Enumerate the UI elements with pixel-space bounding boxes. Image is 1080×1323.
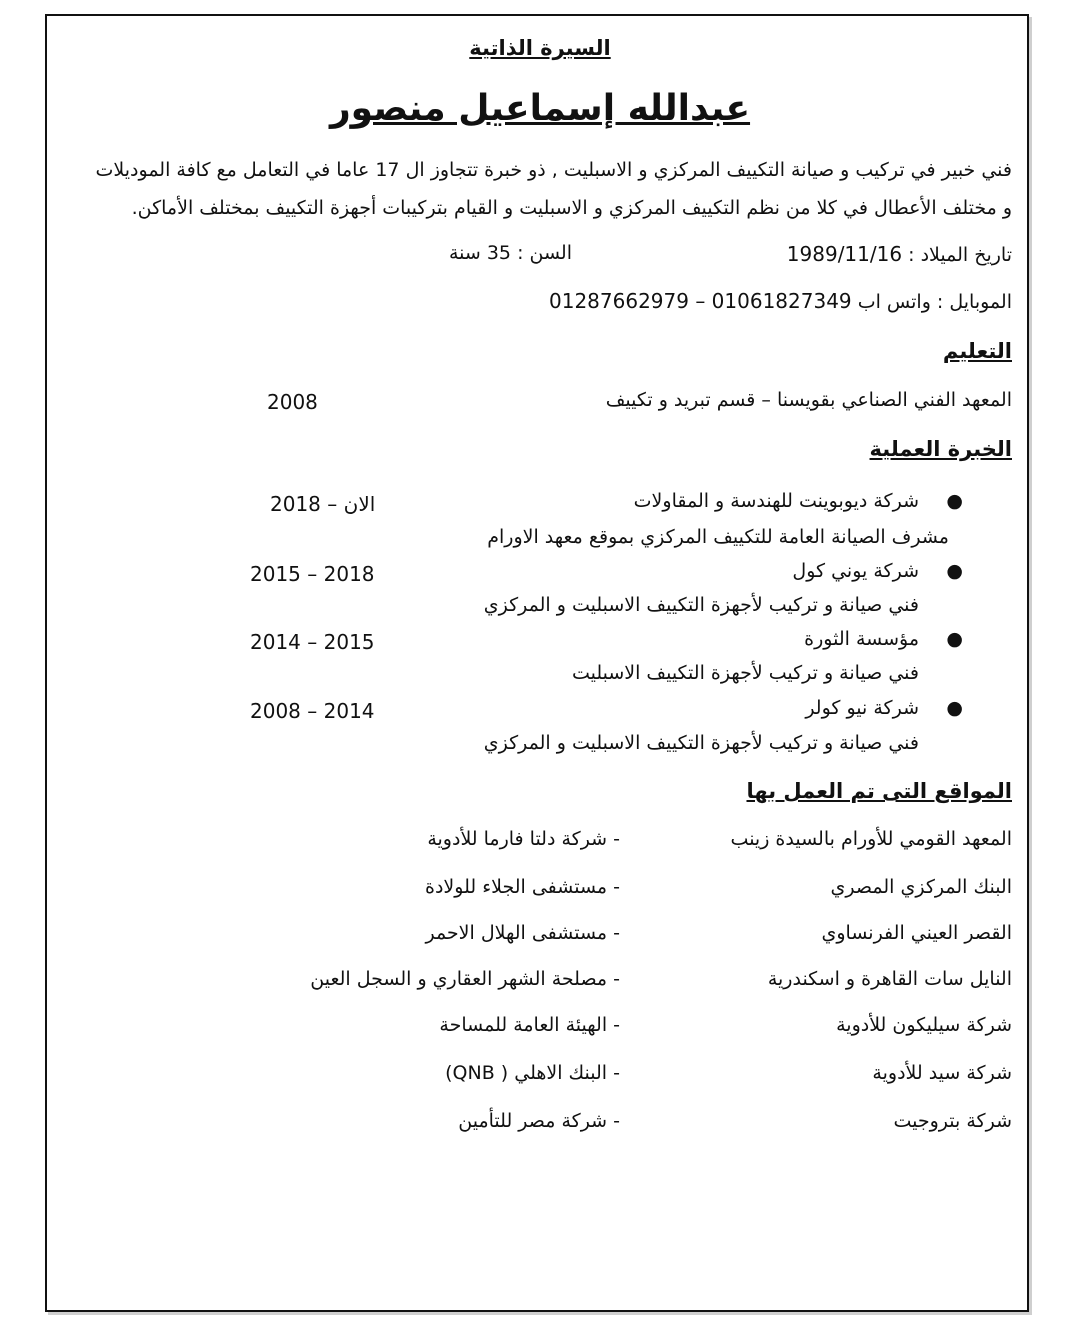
site-item: - شركة دلتا فارما للأدوية xyxy=(427,828,620,850)
bullet-icon: ● xyxy=(946,560,963,582)
document-title: السيرة الذاتية xyxy=(469,36,611,60)
bullet-icon: ● xyxy=(946,697,963,719)
site-item: شركة سيليكون للأدوية xyxy=(836,1014,1012,1036)
site-item: - مستشفى الجلاء للولادة xyxy=(425,876,620,898)
birth-date-row xyxy=(787,242,1012,266)
experience-period: 2015 – 2018 xyxy=(250,562,375,586)
site-item: شركة بتروجيت xyxy=(893,1110,1012,1132)
experience-company: ● مؤسسة الثورة xyxy=(804,628,963,650)
experience-role: فني صيانة و تركيب لأجهزة التكييف الاسبليت و المركزي xyxy=(483,732,919,754)
phone-numbers: 01287662979 – 01061827349 xyxy=(549,289,852,313)
age-value: 35 سنة xyxy=(448,242,512,264)
birth-date-value: 1989/11/16 xyxy=(786,242,903,266)
age-row xyxy=(449,242,572,264)
whatsapp-label: واتس اب xyxy=(857,291,931,313)
experience-role: فني صيانة و تركيب لأجهزة التكييف الاسبليت xyxy=(571,662,919,684)
site-item: القصر العيني الفرنساوي xyxy=(821,922,1012,944)
site-item: شركة سيد للأدوية xyxy=(872,1062,1012,1084)
person-name: عبدالله إسماعيل منصور xyxy=(329,88,751,129)
experience-company: ● شركة ديوبوينت للهندسة و المقاولات xyxy=(633,490,963,512)
education-institute: المعهد الفني الصناعي بقويسنا – قسم تبريد و تكييف xyxy=(605,389,1012,411)
experience-heading: الخبرة العملية xyxy=(869,437,1012,461)
site-item: - شركة مصر للتأمين xyxy=(458,1110,620,1132)
mobile-label: الموبايل : xyxy=(936,291,1012,313)
experience-period: 2014 – 2015 xyxy=(250,630,375,654)
site-item: - مصلحة الشهر العقاري و السجل العين xyxy=(310,968,620,990)
experience-role: فني صيانة و تركيب لأجهزة التكييف الاسبليت و المركزي xyxy=(483,594,919,616)
experience-company: ● شركة نيو كولر xyxy=(805,697,963,719)
bullet-icon: ● xyxy=(946,628,963,650)
site-item: - الهيئة العامة للمساحة xyxy=(439,1014,620,1036)
education-year: 2008 xyxy=(267,390,318,414)
summary-line-2: و مختلف الأعطال في كلا من نظم التكييف المركزي و الاسبليت و القيام بتركيبات أجهزة التكييف بمختلف الأماكن. xyxy=(131,197,1012,219)
site-item: النايل سات القاهرة و اسكندرية xyxy=(767,968,1012,990)
birth-date-label: تاريخ الميلاد : xyxy=(908,244,1012,266)
summary-line-1: فني خبير في تركيب و صيانة التكييف المركزي و الاسبليت , ذو خبرة تتجاوز ال 17 عاما في التعامل مع كافة الموديلات xyxy=(95,159,1012,181)
experience-company: ● شركة يوني كول xyxy=(792,560,963,582)
experience-period: 2008 – 2014 xyxy=(250,699,375,723)
experience-role: مشرف الصيانة العامة للتكييف المركزي بموقع معهد الاورام xyxy=(487,526,949,548)
bullet-icon: ● xyxy=(946,490,963,512)
mobile-row xyxy=(549,289,1012,313)
sites-heading: المواقع التى تم العمل بها xyxy=(746,779,1012,803)
age-label: السن : xyxy=(517,242,572,264)
experience-period: 2018 – الان xyxy=(270,492,376,516)
education-heading: التعليم xyxy=(942,339,1012,363)
site-item: المعهد القومي للأورام بالسيدة زينب xyxy=(730,828,1012,850)
site-item: - مستشفى الهلال الاحمر xyxy=(425,922,620,944)
site-item: البنك المركزي المصري xyxy=(830,876,1012,898)
site-item: - البنك الاهلي ( QNB) xyxy=(445,1062,620,1084)
